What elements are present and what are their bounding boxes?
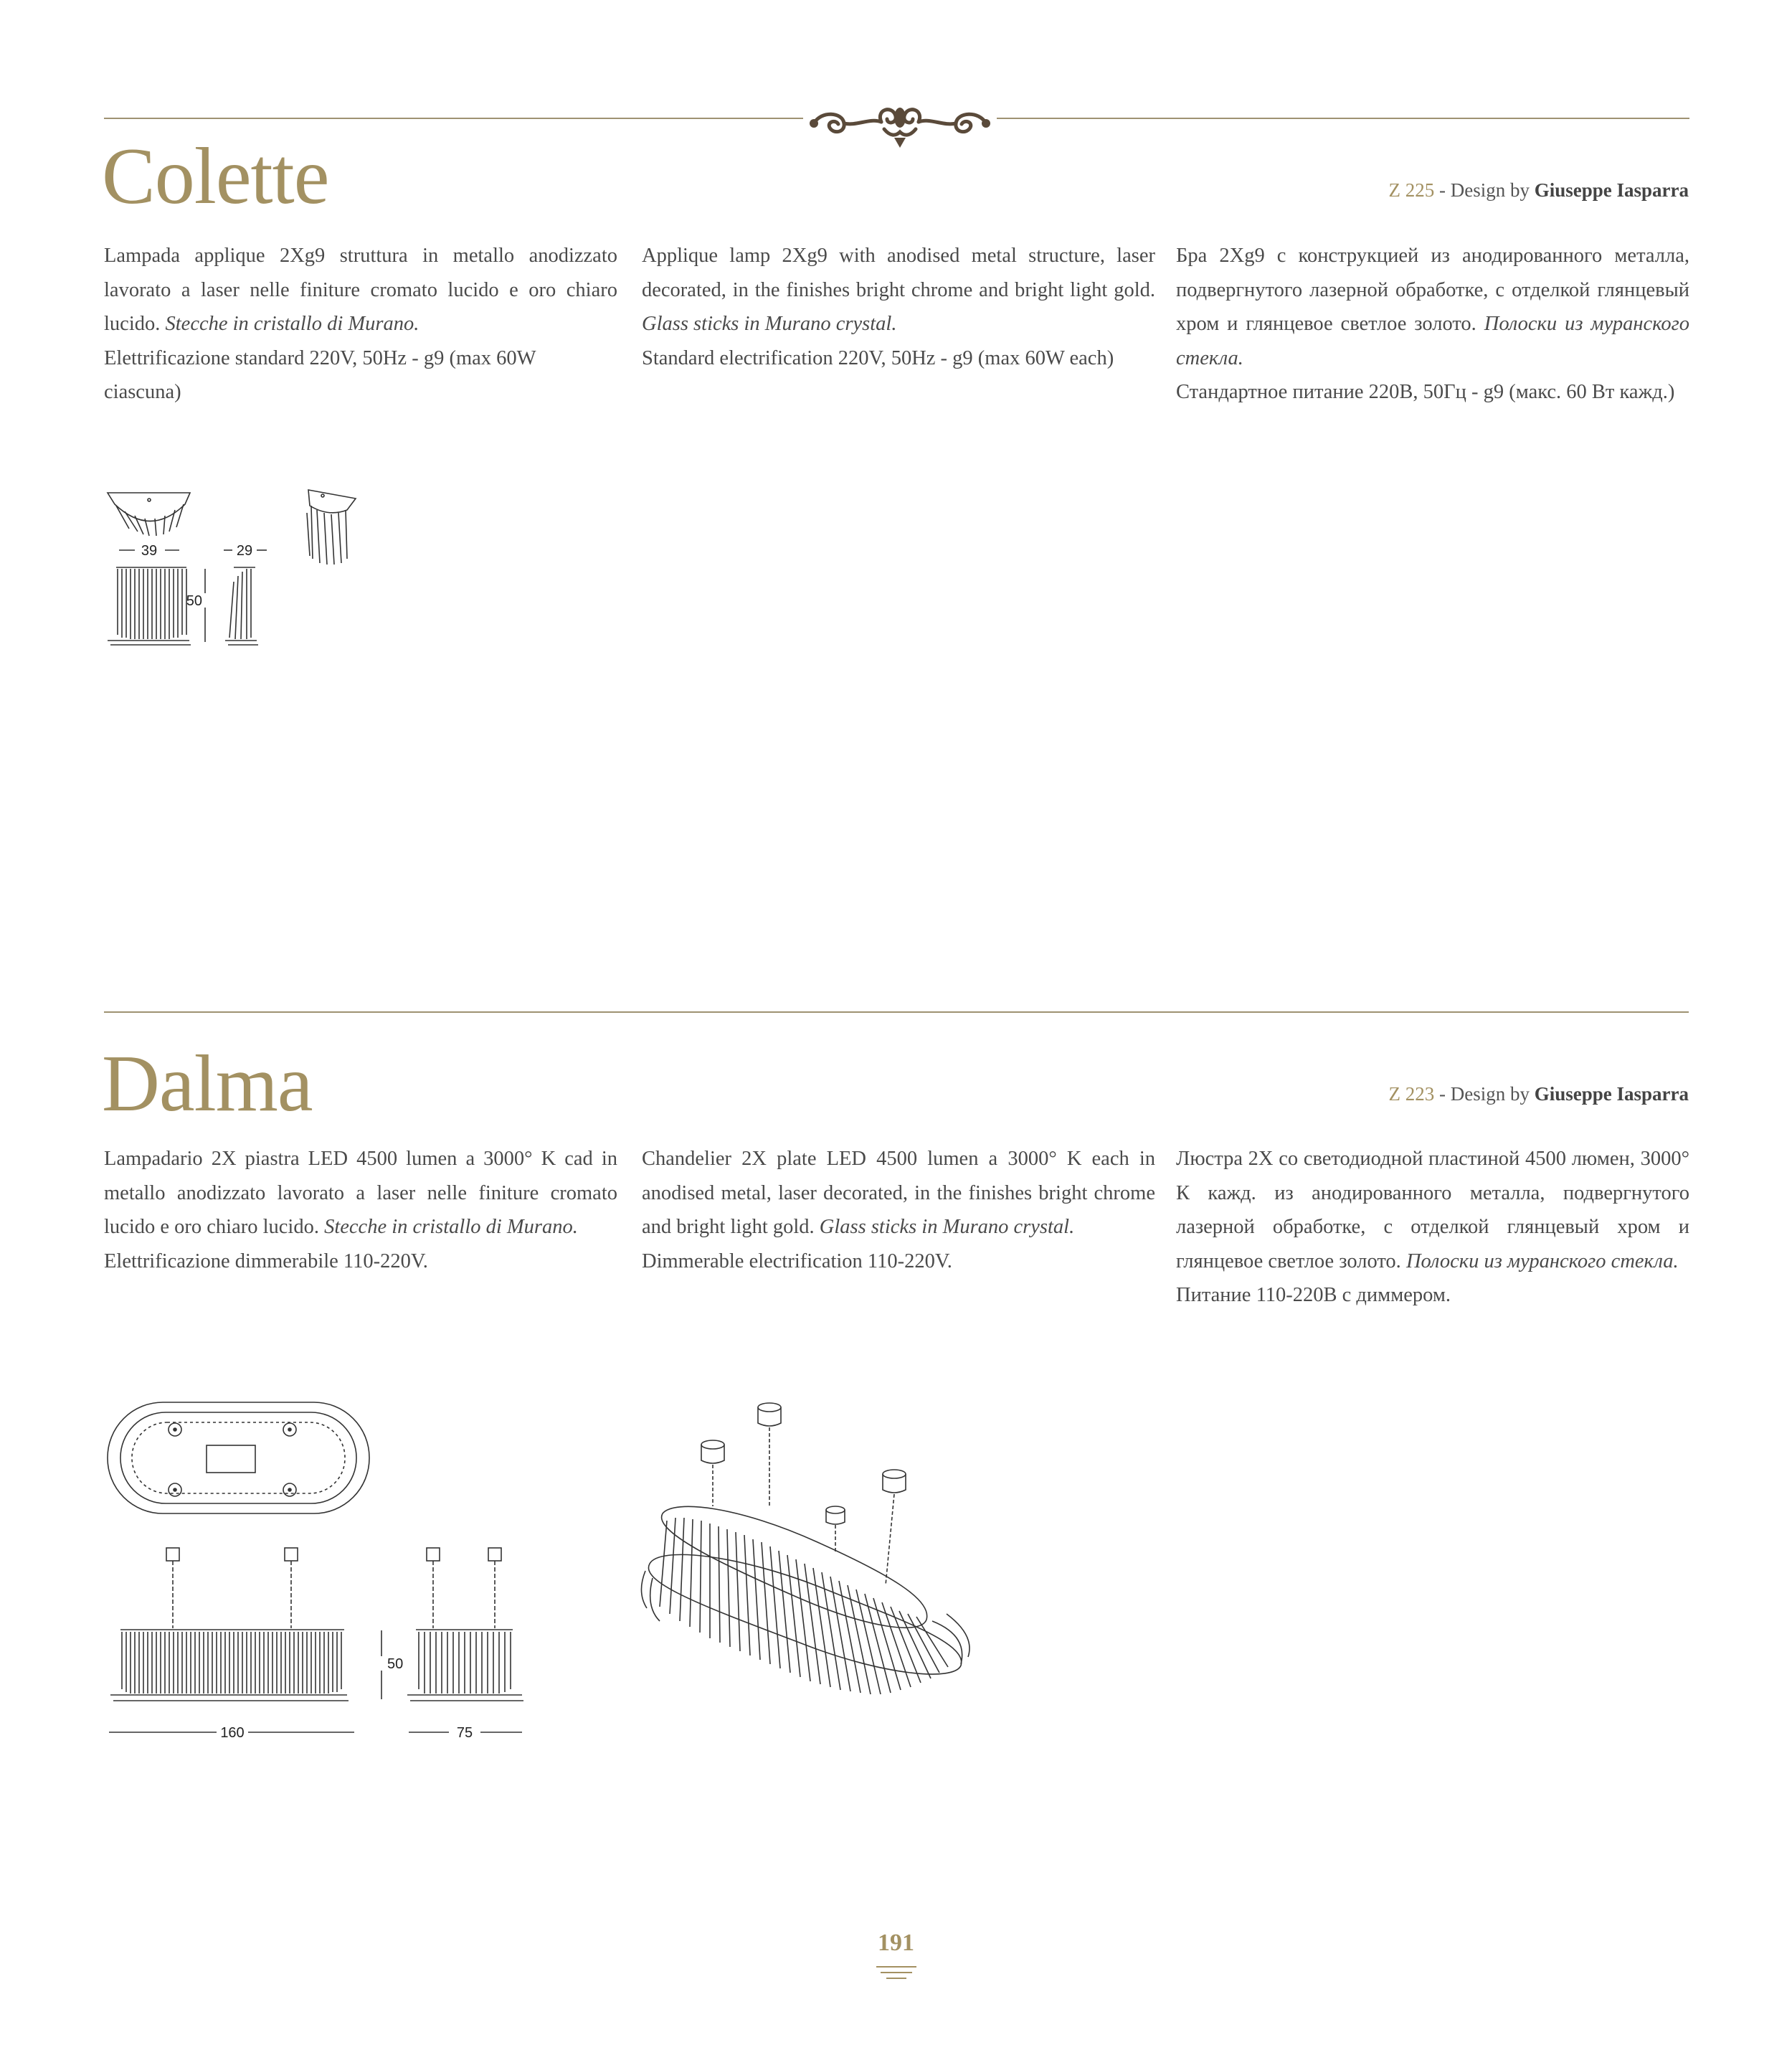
dimension-height: 50 [387,1656,404,1672]
design-prefix: - Design by [1438,179,1530,201]
product-title: Dalma [102,1039,313,1128]
section-divider [104,1011,1689,1013]
description-english: Chandelier 2X plate LED 4500 lumen a 3000° K each in anodised metal, laser decorated, in the finishes bright chrome and bright light gold. Glass sticks in Murano crystal. Dimmerable electrification 110-220V. [642,1148,1155,1272]
description-english: Applique lamp 2Xg9 with anodised metal structure, laser decorated, in the finishes bright chrome and bright light gold. Glass sticks in Murano crystal. Standard electrification 220V, 50Hz - g9 (max 60W each) [642,245,1155,369]
designer-name: Giuseppe Iasparra [1534,1083,1689,1105]
dalma-perspective-drawing [631,1399,990,1721]
dimension-width: 39 [141,543,158,559]
header-rule-left [104,118,803,119]
design-prefix: - Design by [1438,1083,1530,1105]
product-code-line [1388,1083,1689,1105]
dimension-width: 160 [220,1725,245,1741]
colette-technical-drawing [100,484,373,656]
designer-name: Giuseppe Iasparra [1534,179,1689,201]
product-code-line [1388,179,1689,202]
product-title: Colette [102,132,329,221]
description-italian: Lampada applique 2Xg9 struttura in metallo anodizzato lavorato a laser nelle finiture cromato lucido e oro chiaro lucido. Stecche in cristallo di Murano. Elettrificazione standard 220V, 50Hz - g9 (max 60W ciascuna) [104,245,617,403]
description-russian: Бра 2Xg9 с конструкцией из анодированного металла, подвергнутого лазерной обработке, с отделкой глянцевый хром и глянцевое светлое золото. Полоски из муранского стекла. Стандартное питание 220В, 50Гц - g9 (макс. 60 Вт кажд.) [1176,245,1689,403]
page-number-underline-icon [875,1964,918,1985]
dalma-technical-drawing [100,1395,545,1747]
description-italian: Lampadario 2X piastra LED 4500 lumen a 3000° K cad in metallo anodizzato lavorato a laser nelle finiture cromato lucido e oro chiaro lucido. Stecche in cristallo di Murano. Elettrificazione dimmerabile 110-220V. [104,1148,617,1272]
dimension-height: 50 [186,593,202,609]
dimension-depth: 29 [236,543,253,559]
product-code: Z 223 [1388,1083,1435,1105]
product-code: Z 225 [1388,179,1435,201]
description-russian: Люстра 2X со светодиодной пластиной 4500 люмен, 3000° К кажд. из анодированного металла, подвергнутого лазерной обработке, с отделкой глянцевый хром и глянцевое светлое золото. Полоски из муранского стекла. Питание 110-220В с диммером. [1176,1148,1689,1306]
page-number: 191 [878,1929,914,1956]
scroll-ornament-icon [807,100,993,158]
dimension-depth: 75 [456,1725,473,1741]
header-rule-right [997,118,1689,119]
